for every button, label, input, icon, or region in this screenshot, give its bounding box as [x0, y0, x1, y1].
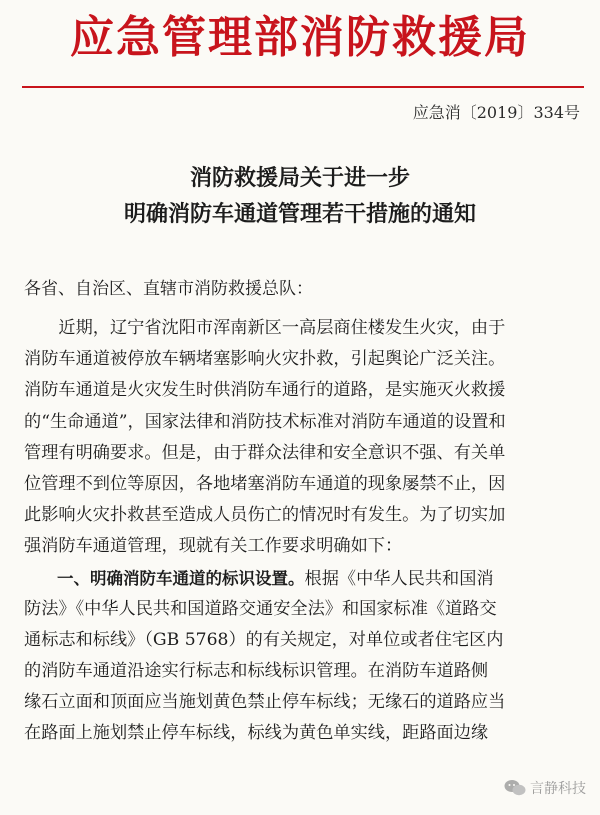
- title-line-1: 消防救援局关于进一步: [189, 165, 410, 191]
- text-line: 位管理不到位等原因，各地堵塞消防车通道的现象屡禁不止，因: [24, 473, 506, 494]
- watermark: [504, 778, 586, 798]
- masthead-rule: [22, 86, 584, 88]
- title-line-2: 明确消防车通道管理若干措施的通知: [123, 201, 476, 227]
- paragraph-section-1: [24, 563, 582, 750]
- notice-body: [24, 313, 582, 750]
- text-line: 通标志和标线》（GB 5768）的有关规定，对单位或者住宅区内: [24, 629, 504, 650]
- text-line: 在路面上施划禁止停车标线，标线为黄色单实线，距路面边缘: [24, 723, 489, 744]
- masthead: 应急管理部消防救援局: [70, 12, 530, 63]
- text-line: 缘石立面和顶面应当施划黄色禁止停车标线；无缘石的道路应当: [24, 692, 506, 713]
- watermark-text: 言静科技: [530, 781, 586, 797]
- paragraph-intro: [24, 313, 582, 563]
- document-number: 应急消〔2019〕334号: [412, 103, 580, 122]
- wechat-icon: [504, 779, 526, 797]
- text-line: [24, 563, 582, 594]
- text-line: 的“生命通道”，国家法律和消防技术标准对消防车通道的设置和: [24, 411, 506, 432]
- text-line: 防法》《中华人民共和国道路交通安全法》和国家标准《道路交: [24, 598, 497, 619]
- section-1-heading: 一、明确消防车通道的标识设置。: [24, 568, 305, 588]
- text-line: 强消防车通道管理，现就有关工作要求明确如下：: [24, 536, 403, 557]
- section-1-first-line: 根据《中华人民共和国消: [304, 568, 494, 589]
- salutation: 各省、自治区、直辖市消防救援总队：: [24, 279, 313, 299]
- text-line: 消防车通道被停放车辆堵塞影响火灾扑救，引起舆论广泛关注。: [24, 349, 506, 370]
- text-line: 管理有明确要求。但是，由于群众法律和安全意识不强、有关单: [24, 442, 506, 463]
- text-line: 消防车通道是火灾发生时供消防车通行的道路，是实施灭火救援: [24, 380, 506, 401]
- text-line: 此影响火灾扑救甚至造成人员伤亡的情况时有发生。为了切实加: [24, 505, 506, 526]
- text-line: 的消防车通道沿途实行标志和标线标识管理。在消防车道路侧: [24, 661, 489, 682]
- notice-title: [0, 160, 600, 232]
- text-line: 近期，辽宁省沈阳市浑南新区一高层商住楼发生火灾，由于: [24, 318, 506, 338]
